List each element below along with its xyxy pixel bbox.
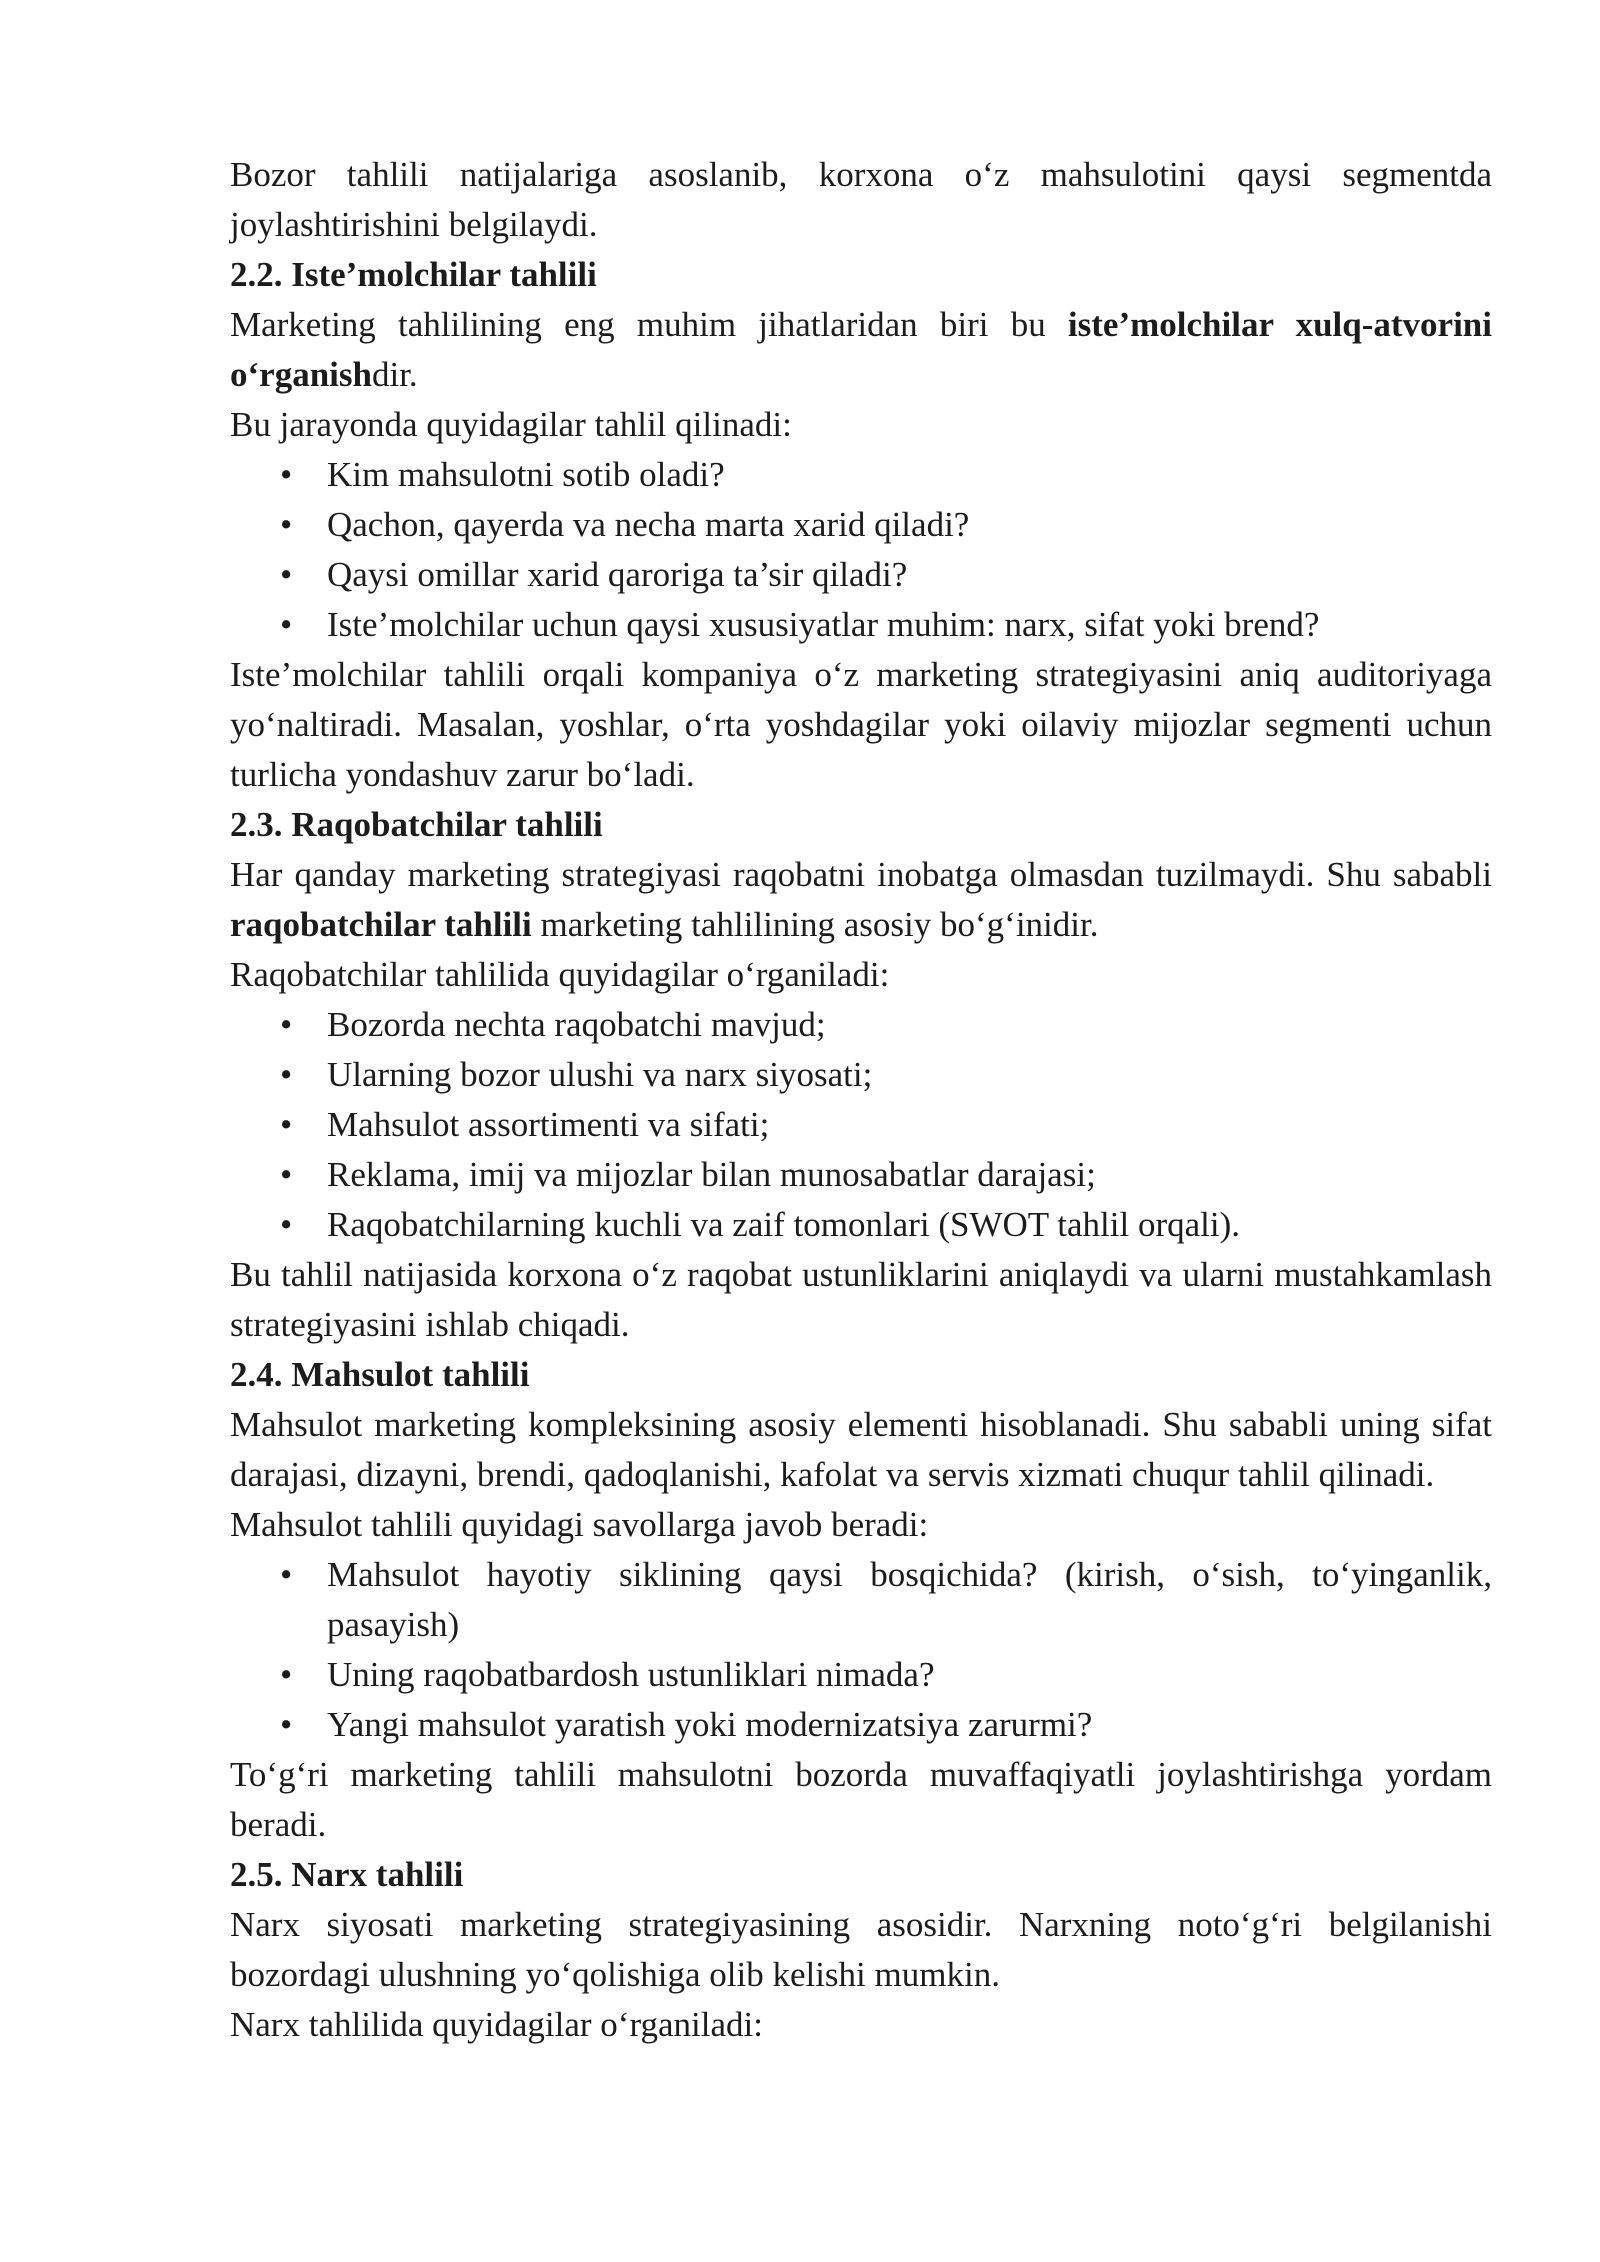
list-item: • Mahsulot assortimenti va sifati; bbox=[230, 1100, 1492, 1150]
list-item: • Qachon, qayerda va necha marta xarid qiladi? bbox=[230, 500, 1492, 550]
list-item: • Reklama, imij va mijozlar bilan munosabatlar darajasi; bbox=[230, 1150, 1492, 1200]
list-item: • Iste’molchilar uchun qaysi xususiyatlar muhim: narx, sifat yoki brend? bbox=[230, 600, 1492, 650]
list-item: • Raqobatchilarning kuchli va zaif tomonlari (SWOT tahlil orqali). bbox=[230, 1200, 1492, 1250]
list-item: • Ularning bozor ulushi va narx siyosati; bbox=[230, 1050, 1492, 1100]
section-heading-2-5: 2.5. Narx tahlili bbox=[230, 1855, 464, 1894]
section-heading-2-3: 2.3. Raqobatchilar tahlili bbox=[230, 805, 603, 844]
competitor-analysis-paragraph-2: Raqobatchilar tahlilida quyidagilar o‘rganiladi: bbox=[230, 955, 890, 994]
product-analysis-paragraph-2: Mahsulot tahlili quyidagi savollarga javob beradi: bbox=[230, 1505, 929, 1544]
list-item: • Qaysi omillar xarid qaroriga ta’sir qiladi? bbox=[230, 550, 1492, 600]
bold-term: iste’molchilar xulq-atvorini o‘rganish bbox=[230, 305, 1492, 394]
competitor-analysis-paragraph-1: Har qanday marketing strategiyasi raqobatni inobatga olmasdan tuzilmaydi. Shu sababli raqobatchilar tahlili marketing tahlilining asosiy bo‘g‘inidir. bbox=[230, 855, 1492, 944]
consumer-analysis-paragraph-3: Iste’molchilar tahlili orqali kompaniya o‘z marketing strategiyasini aniq auditoriyaga yo‘naltiradi. Masalan, yoshlar, o‘rta yoshdagilar yoki oilaviy mijozlar segmenti uchun turlicha yondashuv zarur bo‘ladi. bbox=[230, 655, 1492, 794]
list-item: • Yangi mahsulot yaratish yoki modernizatsiya zarurmi? bbox=[230, 1700, 1492, 1750]
price-analysis-paragraph-2: Narx tahlilida quyidagilar o‘rganiladi: bbox=[230, 2005, 763, 2044]
product-analysis-paragraph-3: To‘g‘ri marketing tahlili mahsulotni bozorda muvaffaqiyatli joylashtirishga yordam beradi. bbox=[230, 1755, 1492, 1844]
price-analysis-paragraph-1: Narx siyosati marketing strategiyasining asosidir. Narxning noto‘g‘ri belgilanishi bozordagi ulushning yo‘qolishiga olib kelishi mumkin. bbox=[230, 1905, 1492, 1994]
bold-term: raqobatchilar tahlili bbox=[230, 905, 532, 944]
product-analysis-paragraph-1: Mahsulot marketing kompleksining asosiy elementi hisoblanadi. Shu sababli uning sifat darajasi, dizayni, brendi, qadoqlanishi, kafolat va servis xizmati chuqur tahlil qilinadi. bbox=[230, 1405, 1492, 1494]
product-analysis-list bbox=[230, 1550, 1492, 1750]
competitor-analysis-paragraph-3: Bu tahlil natijasida korxona o‘z raqobat ustunliklarini aniqlaydi va ularni mustahkamlash strategiyasini ishlab chiqadi. bbox=[230, 1255, 1492, 1344]
list-item: • Kim mahsulotni sotib oladi? bbox=[230, 450, 1492, 500]
consumer-analysis-paragraph-2: Bu jarayonda quyidagilar tahlil qilinadi: bbox=[230, 405, 792, 444]
section-heading-2-4: 2.4. Mahsulot tahlili bbox=[230, 1355, 530, 1394]
consumer-analysis-list bbox=[230, 450, 1492, 650]
consumer-analysis-paragraph-1: Marketing tahlilining eng muhim jihatlaridan biri bu iste’molchilar xulq-atvorini o‘rganishdir. bbox=[230, 305, 1492, 394]
intro-paragraph: Bozor tahlili natijalariga asoslanib, korxona o‘z mahsulotini qaysi segmentda joylashtirishini belgilaydi. bbox=[230, 155, 1492, 244]
list-item: • Uning raqobatbardosh ustunliklari nimada? bbox=[230, 1650, 1492, 1700]
list-item: • Bozorda nechta raqobatchi mavjud; bbox=[230, 1000, 1492, 1050]
list-item: • Mahsulot hayotiy siklining qaysi bosqichida? (kirish, o‘sish, to‘yinganlik, pasayish) bbox=[230, 1550, 1492, 1650]
document-page bbox=[230, 150, 1492, 2050]
section-heading-2-2: 2.2. Iste’molchilar tahlili bbox=[230, 255, 597, 294]
competitor-analysis-list bbox=[230, 1000, 1492, 1250]
